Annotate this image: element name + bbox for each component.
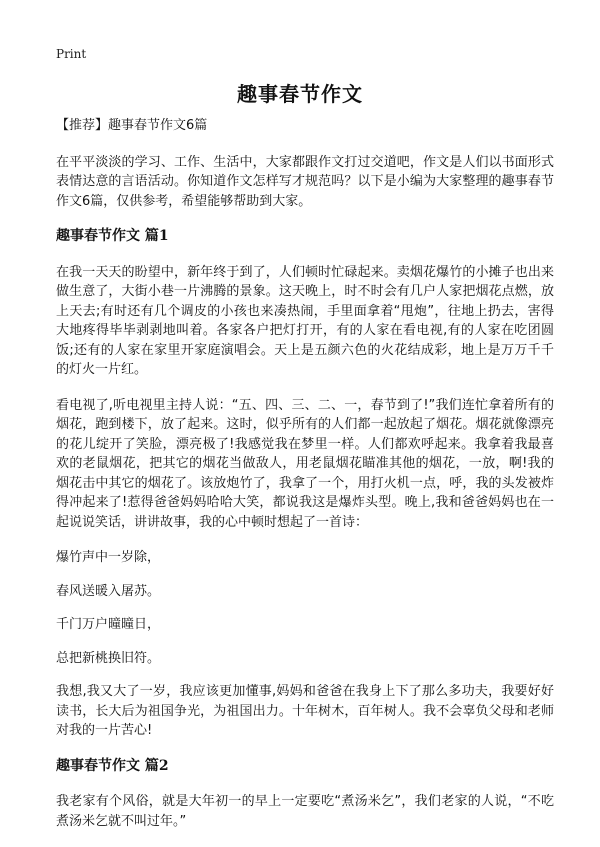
section-2-paragraph-1: 我老家有个风俗，就是大年初一的早上一定要吃“煮汤米乞”，我们老家的人说，“不吃煮汤米乞就不叫过年。” bbox=[56, 794, 554, 829]
intro-paragraph: 在平平淡淡的学习、工作、生活中，大家都跟作文打过交道吧，作文是人们以书面形式表情达意的言语活动。你知道作文怎样写才规范吗？以下是小编为大家整理的趣事春节作文6篇，仅供参考，希望能够帮助到大家。 bbox=[56, 154, 554, 209]
section-1-paragraph-2: 看电视了,听电视里主持人说：“五、四、三、二、一，春节到了!”我们连忙拿着所有的烟花，跑到楼下，放了起来。这时，似乎所有的人们都一起放起了烟花。烟花就像漂亮的花儿绽开了笑脸，漂亮极了!我感觉我在梦里一样。人们都欢呼起来。我拿着我最喜欢的老鼠烟花，把其它的烟花当做敌人，用老鼠烟花瞄准其他的烟花，一放，啊!我的烟花击中其它的烟花了。该放炮竹了，我拿了一个，用打火机一点，呼，我的头发被炸得冲起来了!惹得爸爸妈妈哈哈大笑，都说我这是爆炸头型。晚上,我和爸爸妈妈也在一起说说笑话，讲讲故事，我的心中顿时想起了一首诗： bbox=[56, 397, 554, 530]
section-1-paragraph-1: 在我一天天的盼望中，新年终于到了，人们顿时忙碌起来。卖烟花爆竹的小摊子也出来做生意了，大街小巷一片沸腾的景象。这天晚上，时不时会有几户人家把烟花点燃，放上天去;有时还有几个调皮的小孩也来凑热闹，手里面拿着“甩炮”，往地上扔去，害得大地疼得毕毕剥剥地叫着。各家各户把灯打开，有的人家在看电视,有的人家在吃团圆饭;还有的人家在家里开家庭演唱会。天上是五颜六色的火花结成彩，地上是万万千千的灯火一片红。 bbox=[56, 264, 554, 377]
recommend-line: 【推荐】趣事春节作文6篇 bbox=[56, 118, 208, 133]
section-2-title: 趣事春节作文 篇2 bbox=[56, 757, 169, 774]
poem-line-3: 千门万户曈曈日， bbox=[56, 617, 161, 632]
poem-line-1: 爆竹声中一岁除， bbox=[56, 550, 161, 565]
document-title: 趣事春节作文 bbox=[237, 82, 363, 106]
poem-line-4: 总把新桃换旧符。 bbox=[56, 650, 161, 666]
print-label: Print bbox=[56, 47, 87, 61]
poem-line-2: 春风送暖入屠苏。 bbox=[56, 583, 161, 599]
section-1-closing: 我想,我又大了一岁，我应该更加懂事,妈妈和爸爸在我身上下了那么多功夫，我要好好读书，长大后为祖国争光，为祖国出力。十年树木，百年树人。我不会辜负父母和老师对我的一片苦心! bbox=[56, 684, 554, 738]
document-body bbox=[56, 116, 554, 847]
section-1-title: 趣事春节作文 篇1 bbox=[56, 228, 169, 244]
